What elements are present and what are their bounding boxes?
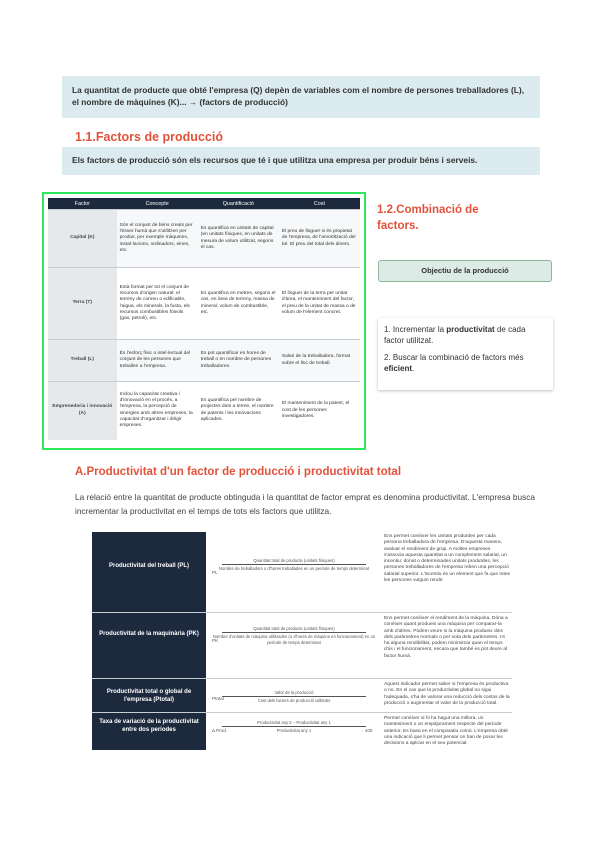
formula-symbol: PK <box>212 638 219 643</box>
formula-labor <box>208 558 380 572</box>
formula-numerator: Quantitat total de producte (unitats físiques) <box>253 626 335 631</box>
objective-text: Incrementar la <box>392 325 447 334</box>
concepte-cell: Inclou la capacitat creativa i d'innovació en el procés, a l'empresa, la percepció de sinergies amb altres empreses, la capacitat d'organitzar i dirigir empreses. <box>117 382 198 440</box>
header-quantificacio: Quantificació <box>198 198 279 210</box>
description-machinery: Ens permet conèixer el rendiment de la màquina. Dóna a conèixer quant produeix una màquina per comparar-la amb d'altres. Podem veure si la màquina produeix dins dels paràmetres normals o per sota dels paràmetres. Hi ha alguna rendibilitat, podem minimitzar quan el temps d'ús i el funcionament, encara que també es pot deure al factor humà. <box>384 616 508 659</box>
formula-multiplier: · 100 <box>362 728 373 733</box>
row-label-variation: Taxa de variació de la productivitat entre dos períodes <box>99 719 199 733</box>
formula-numerator: Productivitat any 2 − Productivitat any 1 <box>257 720 331 725</box>
description-labor: Ens permet conèixer les unitats produïdes per cada persona treballadora de l'empresa. D'aquesta manera, avaluar el rendiment de grup. A moltes empreses s'associa aquesta quantitat a un complement salarial, un incentiu: donat o determinades unitats produïdes, les persones treballadores de l'empresa reben una percepció salarial superior. L'incentiu és un element que fa que totes les persones vulguin rendir. <box>384 534 510 584</box>
row-label-labor: Productivitat del treball (PL) <box>108 563 189 569</box>
factor-cell: Treball (L) <box>48 340 117 382</box>
quantificacio-cell: Es quantifica en metres, segons el cas, en àrea de terreny, massa de mineral, volum de combustible, etc. <box>198 268 279 340</box>
formula-denominator: Nombre d'unitats de màquina utilitzades (o d'hores de màquina en funcionament) en un període de temps determinat <box>212 634 376 645</box>
objective-number: 1. <box>384 325 391 334</box>
fraction-line <box>222 696 366 697</box>
formula-denominator: Productivitat any 1 <box>276 728 312 734</box>
row-label-total: Productivitat total o global de l'empresa (Ptotal) <box>106 689 192 703</box>
objective-text-end: de cada factor utilitzat. <box>384 325 526 345</box>
concepte-cell: És l'esforç físic o intel·lectual del conjunt de les persones que treballen a l'empresa. <box>117 340 198 382</box>
factor-table <box>48 198 360 440</box>
factor-table-frame <box>42 192 366 450</box>
factor-cell: Capital (K) <box>48 210 117 268</box>
factors-summary-band <box>62 147 540 175</box>
list-item <box>384 352 547 374</box>
section-heading-factors: 1.1.Factors de producció <box>75 130 223 144</box>
productivity-table <box>92 532 512 750</box>
list-item <box>384 324 547 346</box>
objective-keyword: eficient <box>384 364 413 373</box>
header-concepte: Concepte <box>117 198 198 210</box>
quantificacio-cell: Es quantifica pel nombre de projectes duts a terme, el nombre de patents i les innovacions aplicades. <box>198 382 279 440</box>
factor-table-header-row <box>48 198 360 210</box>
row-divider <box>92 712 512 713</box>
intro-band <box>62 76 540 118</box>
quantificacio-cell: Es pot quantificar en hores de treball o en nombre de persones treballadores. <box>198 340 279 382</box>
table-row <box>48 268 360 340</box>
row-label-machinery: Productivitat de la maquinària (PK) <box>99 631 199 637</box>
concepte-cell: Són el conjunt de béns creats per l'ésser humà que s'utilitzen per produir, per exemple màquines, instal·lacions, ordinadors, eines, etc. <box>117 210 198 268</box>
objective-keyword: productivitat <box>446 325 495 334</box>
formula-variation <box>208 720 380 734</box>
factors-summary-text: Els factors de producció són els recursos que té i que utilitza una empresa per produir béns i serveis. <box>72 155 478 165</box>
table-row <box>48 382 360 440</box>
formula-numerator: Valor de la producció <box>274 690 314 695</box>
objective-text: Buscar la combinació de factors més <box>392 353 524 362</box>
description-total: Aquest indicador permet saber si l'empresa és productiva o no. En el cas que la productivitat global no sigui l'adequada, s'ha de valorar una reducció dels costos de la producció o augmentar el valor de la producció total. <box>384 682 510 706</box>
formula-denominator: Cost dels factors de producció utilitzats <box>257 698 331 704</box>
cost-cell: El manteniment de la patent, el cost de les persones investigadores. <box>279 382 360 440</box>
objectives-list <box>378 318 553 390</box>
formula-symbol: Δ Prod. <box>212 728 228 733</box>
row-divider <box>92 678 512 679</box>
cost-cell: El preu de lloguer si és propietat de l'empresa, de l'amortització del bé. El preu del total dels diners. <box>279 210 360 268</box>
cost-cell: Salari de la treballadora, format sobre el lloc de treball. <box>279 340 360 382</box>
formula-symbol: PL <box>212 570 218 575</box>
factor-cell: Terra (T) <box>48 268 117 340</box>
intro-text: La quantitat de producte que obté l'empresa (Q) depèn de variables com el nombre de persones treballadores (L), el nombre de màquines (K)... → (factors de producció) <box>72 85 525 107</box>
description-variation: Permet conèixer si hi ha hagut una millora, un manteniment o un empitjorament respecte del període anterior. Es basa en el comparatiu comú. L'empresa obté una indicació que li permet pensar on han de posar les decisions a aplicar en el seu potencial. <box>384 716 508 747</box>
quantificacio-cell: Es quantifica en unitats de capital (en unitats físiques, en unitats de mesura de volum utilitzat, segons el cas. <box>198 210 279 268</box>
objective-text-end: . <box>412 364 415 373</box>
header-cost: Cost <box>279 198 360 210</box>
fraction-line <box>222 726 366 727</box>
fraction-line <box>222 632 366 633</box>
factor-cell: Emprenedoria i innovació (A) <box>48 382 117 440</box>
formula-machinery <box>208 626 380 645</box>
cost-cell: El lloguer de la terra per unitat d'àrea, el manteniment del factor, el preu de la unitat de massa o de volum de l'element concret. <box>279 268 360 340</box>
concepte-cell: Està format per tot el conjunt de recursos d'origen natural: el terreny de conreu o edificable, l'aigua, els minerals, la fusta, els recursos combustibles fòssils (gas, petroli), etc. <box>117 268 198 340</box>
formula-total <box>208 690 380 704</box>
objective-number: 2. <box>384 353 391 362</box>
formula-numerator: Quantitat total de producte (unitats físiques) <box>253 558 335 563</box>
table-row <box>48 210 360 268</box>
section-heading-productivity: A.Productivitat d'un factor de producció i productivitat total <box>75 466 402 478</box>
row-divider <box>92 612 512 613</box>
section-heading-combination: 1.2.Combinació de factors. <box>377 204 479 232</box>
fraction-line <box>222 564 366 565</box>
formula-symbol: Ptotal <box>212 696 224 701</box>
productivity-paragraph: La relació entre la quantitat de producte obtinguda i la quantitat de factor emprat es denomina productivitat. L'empresa busca incrementar la productivitat en el temps de tots els factors que utilitza. <box>75 492 535 516</box>
objective-title-box <box>378 260 552 282</box>
formula-denominator: Nombre de treballadors o d'hores treballades en un període de temps determinat <box>218 566 369 572</box>
table-row <box>48 340 360 382</box>
header-factor: Factor <box>48 198 117 210</box>
objective-title: Objectiu de la producció <box>421 266 509 275</box>
